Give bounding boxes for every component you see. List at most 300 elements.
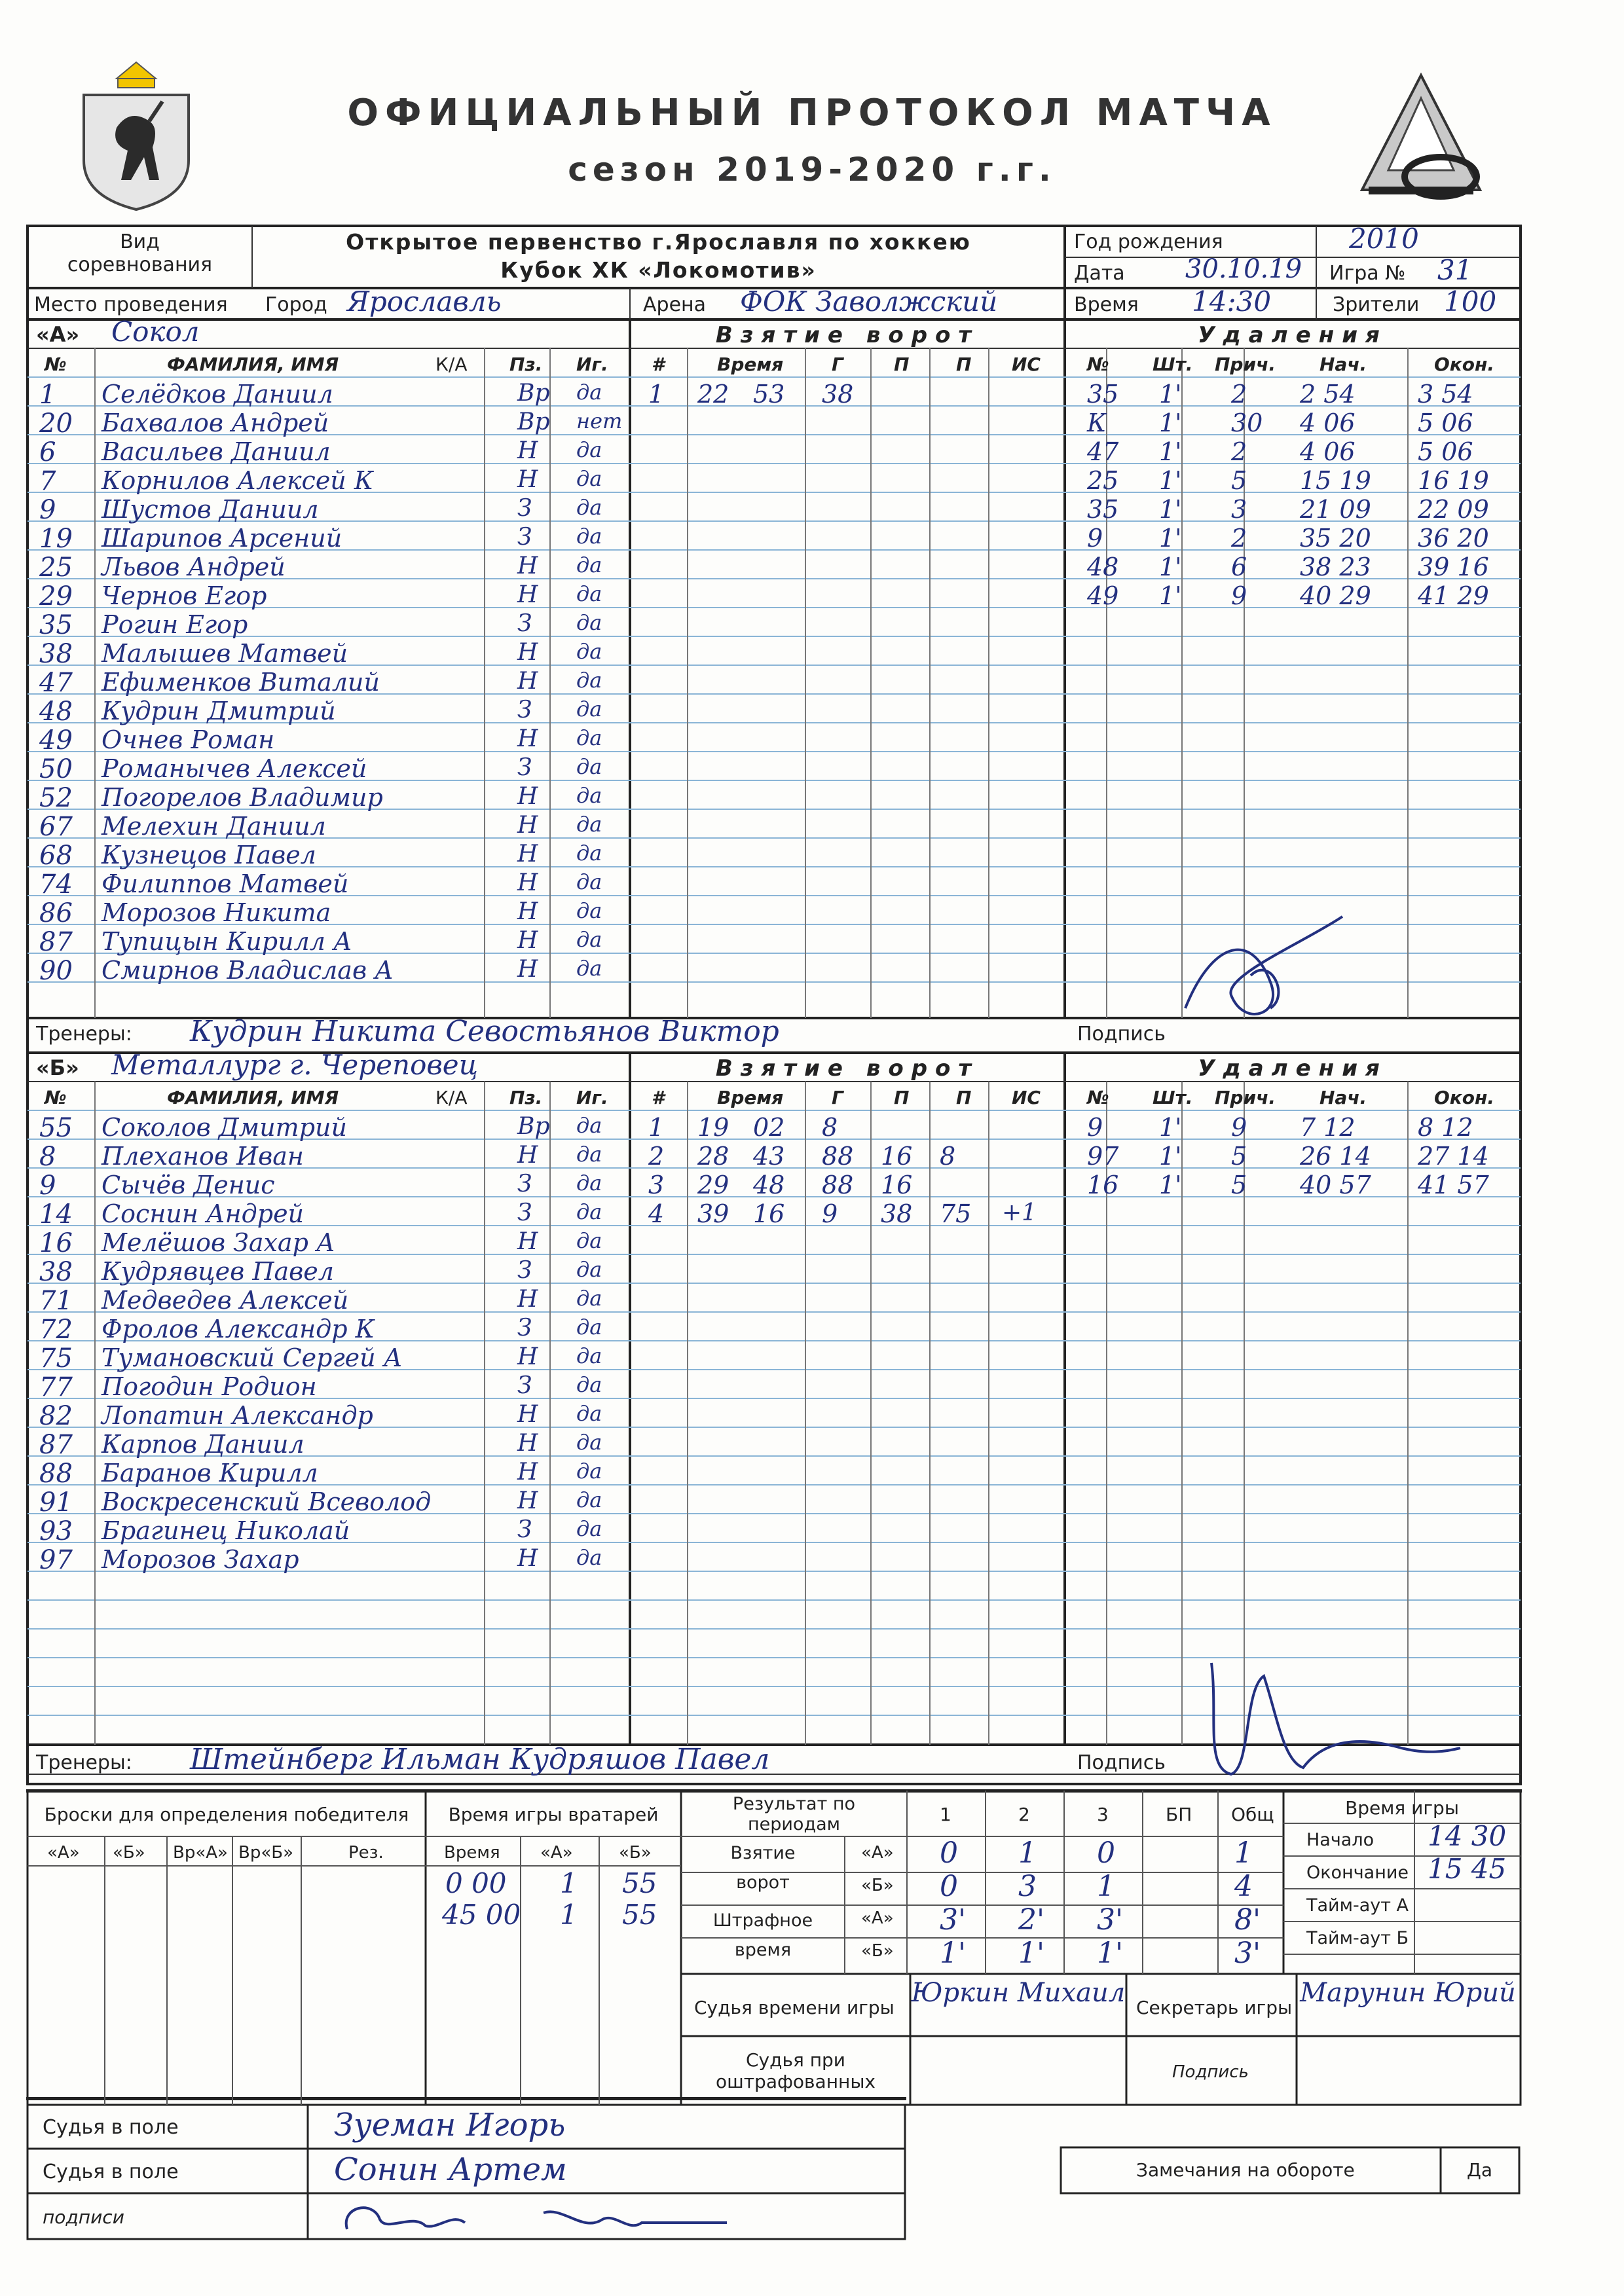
player-name: Тупицын Кирилл А <box>101 927 352 956</box>
game-number-value: 31 <box>1437 254 1473 286</box>
player-number: 75 <box>39 1343 73 1374</box>
player-plays: да <box>576 553 602 577</box>
player-plays: да <box>576 495 602 520</box>
result-pen_a-1: 2' <box>1018 1903 1045 1937</box>
penalty-end: 27 14 <box>1418 1142 1489 1171</box>
penalty-reason: 9 <box>1231 1113 1247 1142</box>
city-value: Ярославль <box>347 285 502 318</box>
player-position: Н <box>517 927 538 954</box>
timeout-b-label: Тайм-аут Б <box>1306 1928 1409 1948</box>
penalty-reason: 2 <box>1231 380 1247 409</box>
player-name: Шарипов Арсений <box>101 524 342 553</box>
penalty-reason: 9 <box>1231 581 1247 610</box>
player-number: 14 <box>39 1199 73 1230</box>
goalie-time-rows: 0 00 1 55 45 00 1 55 <box>442 1867 657 1931</box>
team-a-signature-icon <box>1172 903 1356 1034</box>
player-plays: да <box>576 639 602 664</box>
player-number: 91 <box>39 1487 73 1518</box>
goal-scorer: 38 <box>822 380 854 409</box>
player-plays: да <box>576 668 602 693</box>
penalty-minutes: 1' <box>1159 380 1182 409</box>
penalty-reason: 3 <box>1231 495 1247 524</box>
referee-2-name: Сонин Артем <box>334 2151 567 2188</box>
time-value: 14:30 <box>1192 285 1272 318</box>
goal-situation: +1 <box>1002 1199 1037 1226</box>
player-plays: да <box>576 1401 602 1426</box>
goal-assist-1: 16 <box>881 1171 913 1199</box>
results-title: Результат по периодам <box>732 1794 856 1834</box>
player-number: 25 <box>39 553 73 583</box>
player-name: Погодин Родион <box>101 1372 317 1401</box>
player-position: Н <box>517 437 538 464</box>
player-name: Карпов Даниил <box>101 1430 304 1459</box>
player-number: 67 <box>39 812 73 842</box>
player-number: 88 <box>39 1459 73 1489</box>
goal-second: 48 <box>753 1171 785 1199</box>
penalty-player: К <box>1087 409 1107 437</box>
penalty-judge-signature-label: Подпись <box>1172 2062 1249 2082</box>
results-values <box>907 1836 1283 1974</box>
team-a-column-headers: № ФАМИЛИЯ, ИМЯ К/А Пз. Иг. # Время Г П П ИС № Шт. Прич. Нач. Окон. <box>45 354 1495 375</box>
player-position: З <box>517 754 532 781</box>
result-pen_a-2: 3' <box>1097 1903 1124 1937</box>
player-position: З <box>517 1199 532 1226</box>
player-plays: да <box>576 1372 602 1397</box>
player-number: 86 <box>39 898 73 928</box>
player-number: 74 <box>39 869 73 900</box>
player-position: Н <box>517 956 538 983</box>
player-name: Кудрин Дмитрий <box>101 697 336 725</box>
player-number: 48 <box>39 697 73 727</box>
game-start-value: 14 30 <box>1428 1820 1507 1852</box>
player-name: Мелехин Даниил <box>101 812 326 841</box>
player-name: Чернов Егор <box>101 581 267 610</box>
penalty-reason: 30 <box>1231 409 1263 437</box>
penalty-start: 26 14 <box>1300 1142 1371 1171</box>
player-position: З <box>517 1257 532 1284</box>
player-plays: да <box>576 524 602 549</box>
penalty-player: 97 <box>1087 1142 1119 1171</box>
player-position: З <box>517 697 532 723</box>
team-a-goals-title: Взятие ворот <box>715 322 980 348</box>
player-plays: да <box>576 841 602 866</box>
goal-minute: 19 <box>697 1113 729 1142</box>
player-plays: да <box>576 610 602 635</box>
penalty-end: 5 06 <box>1418 437 1473 466</box>
goal-number: 1 <box>648 1113 665 1142</box>
penalty-player: 47 <box>1087 437 1119 466</box>
player-name: Воскресенский Всеволод <box>101 1487 432 1516</box>
player-position: Вр <box>517 380 550 407</box>
player-plays: да <box>576 1199 602 1224</box>
player-position: Н <box>517 1228 538 1255</box>
player-name: Брагинец Николай <box>101 1516 350 1545</box>
penalty-minutes: 1' <box>1159 495 1182 524</box>
goal-second: 43 <box>753 1142 785 1171</box>
penalty-minutes: 1' <box>1159 437 1182 466</box>
player-plays: да <box>576 783 602 808</box>
player-name: Кузнецов Павел <box>101 841 316 869</box>
result-pen_b-1: 1' <box>1018 1937 1045 1970</box>
player-position: Н <box>517 1487 538 1514</box>
player-plays: да <box>576 1459 602 1484</box>
player-plays: да <box>576 1286 602 1311</box>
player-plays: нет <box>576 409 623 433</box>
team-a-signature-label: Подпись <box>1077 1023 1166 1046</box>
goal-scorer: 9 <box>822 1199 838 1228</box>
player-number: 47 <box>39 668 73 698</box>
player-position: Н <box>517 553 538 579</box>
penalty-minutes: 1' <box>1159 409 1182 437</box>
time-label: Время <box>1074 293 1139 316</box>
penalty-minutes: 1' <box>1159 1113 1182 1142</box>
goal-second: 53 <box>753 380 785 409</box>
player-number: 19 <box>39 524 73 554</box>
player-name: Корнилов Алексей К <box>101 466 374 495</box>
goal-assist-1: 38 <box>881 1199 913 1228</box>
player-number: 97 <box>39 1545 73 1575</box>
secretary-label: Секретарь игры <box>1136 1997 1293 2018</box>
spectators-label: Зрители <box>1333 293 1420 316</box>
penalty-minutes: 1' <box>1159 553 1182 581</box>
player-plays: да <box>576 1516 602 1541</box>
birth-year-label: Год рождения <box>1074 230 1223 253</box>
penalty-start: 4 06 <box>1300 437 1356 466</box>
goal-scorer: 88 <box>822 1142 854 1171</box>
penalty-start: 35 20 <box>1300 524 1371 553</box>
player-position: З <box>517 1516 532 1543</box>
team-b-column-headers: № ФАМИЛИЯ, ИМЯ К/А Пз. Иг. # Время Г П П ИС № Шт. Прич. Нач. Окон. <box>45 1087 1495 1108</box>
player-position: Н <box>517 841 538 867</box>
player-name: Сычёв Денис <box>101 1171 275 1199</box>
shootout-columns: «А» «Б» Вр«А» Вр«Б» Рез. <box>47 1843 384 1863</box>
penalty-end: 39 16 <box>1418 553 1489 581</box>
arena-label: Арена <box>643 293 707 316</box>
goal-number: 4 <box>648 1199 665 1228</box>
player-name: Мелёшов Захар А <box>101 1228 335 1257</box>
player-name: Очнев Роман <box>101 725 275 754</box>
penalty-minutes: 1' <box>1159 524 1182 553</box>
penalty-player: 48 <box>1087 553 1119 581</box>
penalty-start: 21 09 <box>1300 495 1371 524</box>
player-plays: да <box>576 754 602 779</box>
secretary-name: Марунин Юрий <box>1300 1978 1516 2008</box>
player-plays: да <box>576 1171 602 1195</box>
goal-assist-2: 8 <box>940 1142 956 1171</box>
player-name: Баранов Кирилл <box>101 1459 318 1487</box>
result-goals_b-2: 1 <box>1097 1870 1115 1903</box>
player-position: Н <box>517 668 538 695</box>
player-number: 35 <box>39 610 73 640</box>
referee-signatures-icon <box>334 2193 740 2246</box>
player-position: Н <box>517 639 538 666</box>
player-position: З <box>517 495 532 522</box>
player-position: Н <box>517 1545 538 1572</box>
competition-name: Открытое первенство г.Ярославля по хоккею Кубок ХК «Локомотив» <box>346 229 971 283</box>
player-plays: да <box>576 1142 602 1167</box>
player-number: 87 <box>39 1430 73 1460</box>
player-plays: да <box>576 697 602 721</box>
penalty-end: 3 54 <box>1418 380 1473 409</box>
penalty-minutes: 1' <box>1159 581 1182 610</box>
player-name: Кудрявцев Павел <box>101 1257 334 1286</box>
player-position: Н <box>517 812 538 839</box>
player-name: Филиппов Матвей <box>101 869 349 898</box>
player-number: 72 <box>39 1315 73 1345</box>
player-name: Рогин Егор <box>101 610 248 639</box>
penalty-start: 7 12 <box>1300 1113 1356 1142</box>
penalty-end: 16 19 <box>1418 466 1489 495</box>
game-end-label: Окончание <box>1306 1863 1409 1883</box>
date-value: 30.10.19 <box>1185 254 1302 284</box>
result-goals_a-1: 1 <box>1018 1836 1037 1870</box>
player-number: 71 <box>39 1286 73 1316</box>
player-name: Тумановский Сергей А <box>101 1343 403 1372</box>
penalty-reason: 5 <box>1231 466 1247 495</box>
goal-scorer: 88 <box>822 1171 854 1199</box>
remarks-value: Да <box>1467 2159 1493 2181</box>
penalty-start: 4 06 <box>1300 409 1356 437</box>
team-b-signature-label: Подпись <box>1077 1751 1166 1774</box>
game-start-label: Начало <box>1306 1830 1375 1850</box>
penalty-judge-label: Судья при оштрафованных <box>715 2049 876 2092</box>
penalty-minutes: 1' <box>1159 466 1182 495</box>
results-columns: 1 2 3 БП Общ <box>940 1804 1274 1825</box>
player-number: 7 <box>39 466 56 496</box>
goal-assist-1: 16 <box>881 1142 913 1171</box>
player-position: З <box>517 1171 532 1197</box>
player-position: Н <box>517 725 538 752</box>
penalty-player: 9 <box>1087 524 1103 553</box>
player-plays: да <box>576 869 602 894</box>
player-position: Вр <box>517 409 550 435</box>
birth-year-value: 2010 <box>1349 223 1419 255</box>
player-number: 8 <box>39 1142 56 1172</box>
penalty-reason: 5 <box>1231 1142 1247 1171</box>
player-number: 50 <box>39 754 73 784</box>
result-goals_a-0: 0 <box>940 1836 958 1870</box>
player-plays: да <box>576 1257 602 1282</box>
player-number: 38 <box>39 639 73 669</box>
date-label: Дата <box>1074 262 1125 285</box>
penalty-start: 40 57 <box>1300 1171 1371 1199</box>
penalty-start: 15 19 <box>1300 466 1371 495</box>
player-plays: да <box>576 956 602 981</box>
penalty-end: 41 57 <box>1418 1171 1489 1199</box>
player-plays: да <box>576 1487 602 1512</box>
results-goals-label: Взятие ворот <box>730 1843 796 1893</box>
player-plays: да <box>576 1343 602 1368</box>
penalty-end: 5 06 <box>1418 409 1473 437</box>
player-position: Н <box>517 1343 538 1370</box>
timeout-a-label: Тайм-аут А <box>1306 1895 1409 1916</box>
page-title: ОФИЦИАЛЬНЫЙ ПРОТОКОЛ МАТЧА <box>347 92 1277 134</box>
team-b-goals-title: Взятие ворот <box>715 1055 980 1082</box>
player-position: З <box>517 610 532 637</box>
player-position: З <box>517 1315 532 1341</box>
team-a-penalties-title: Удаления <box>1198 322 1388 348</box>
goalie-time-columns: Время «А» «Б» <box>444 1843 652 1863</box>
player-name: Плеханов Иван <box>101 1142 304 1171</box>
player-name: Львов Андрей <box>101 553 286 581</box>
results-team-labels: «А» «Б» «А» «Б» <box>861 1843 894 1961</box>
player-number: 55 <box>39 1113 73 1143</box>
remarks-label: Замечания на обороте <box>1136 2159 1355 2181</box>
player-name: Романычев Алексей <box>101 754 367 783</box>
player-position: Н <box>517 898 538 925</box>
player-plays: да <box>576 1545 602 1570</box>
goalie-time-title: Время игры вратарей <box>448 1804 659 1825</box>
player-name: Васильев Даниил <box>101 437 331 466</box>
season-subtitle: сезон 2019-2020 г.г. <box>568 151 1056 189</box>
penalty-end: 8 12 <box>1418 1113 1473 1142</box>
spectators-value: 100 <box>1444 285 1497 318</box>
penalty-start: 38 23 <box>1300 553 1371 581</box>
team-b-signature-icon <box>1192 1637 1467 1787</box>
player-plays: да <box>576 466 602 491</box>
penalty-player: 35 <box>1087 380 1119 409</box>
player-plays: да <box>576 898 602 923</box>
goal-number: 1 <box>648 380 665 409</box>
player-number: 1 <box>39 380 56 410</box>
result-pen_b-4: 3' <box>1234 1937 1261 1970</box>
player-position: Н <box>517 466 538 493</box>
player-number: 87 <box>39 927 73 957</box>
player-name: Погорелов Владимир <box>101 783 383 812</box>
player-plays: да <box>576 437 602 462</box>
player-name: Фролов Александр К <box>101 1315 375 1343</box>
player-number: 49 <box>39 725 73 756</box>
penalty-player: 9 <box>1087 1113 1103 1142</box>
penalty-player: 25 <box>1087 466 1119 495</box>
penalty-start: 2 54 <box>1300 380 1356 409</box>
referee-1-label: Судья в поле <box>43 2116 179 2139</box>
player-number: 29 <box>39 581 73 611</box>
result-goals_b-1: 3 <box>1018 1870 1037 1903</box>
player-name: Морозов Захар <box>101 1545 299 1574</box>
goal-minute: 22 <box>697 380 729 409</box>
penalty-minutes: 1' <box>1159 1142 1182 1171</box>
result-pen_b-0: 1' <box>940 1937 967 1970</box>
game-number-label: Игра № <box>1329 262 1406 285</box>
player-number: 16 <box>39 1228 73 1258</box>
player-position: Н <box>517 1459 538 1485</box>
player-position: З <box>517 524 532 551</box>
goal-minute: 28 <box>697 1142 729 1171</box>
result-goals_b-0: 0 <box>940 1870 958 1903</box>
player-name: Смирнов Владислав А <box>101 956 394 985</box>
result-pen_b-2: 1' <box>1097 1937 1124 1970</box>
penalty-player: 35 <box>1087 495 1119 524</box>
goal-number: 3 <box>648 1171 665 1199</box>
penalty-reason: 2 <box>1231 524 1247 553</box>
team-b-label: «Б» <box>36 1055 79 1080</box>
player-position: Н <box>517 783 538 810</box>
arena-value: ФОК Заволжский <box>740 285 998 318</box>
goal-number: 2 <box>648 1142 665 1171</box>
penalty-player: 16 <box>1087 1171 1119 1199</box>
referee-1-name: Зуеман Игорь <box>334 2107 566 2143</box>
player-name: Соколов Дмитрий <box>101 1113 347 1142</box>
player-plays: да <box>576 1315 602 1339</box>
player-number: 77 <box>39 1372 73 1402</box>
goal-second: 02 <box>753 1113 785 1142</box>
goal-minute: 29 <box>697 1171 729 1199</box>
player-number: 38 <box>39 1257 73 1287</box>
player-number: 9 <box>39 1171 56 1201</box>
team-a-name: Сокол <box>111 316 200 348</box>
player-plays: да <box>576 380 602 405</box>
player-position: Н <box>517 1142 538 1169</box>
player-number: 6 <box>39 437 56 467</box>
timekeeper-label: Судья времени игры <box>694 1997 895 2018</box>
city-label: Город <box>265 293 327 316</box>
result-goals_b-4: 4 <box>1234 1870 1253 1903</box>
competition-type-label: Вид соревнования <box>67 230 213 276</box>
goal-assist-2: 75 <box>940 1199 972 1228</box>
player-name: Лопатин Александр <box>101 1401 373 1430</box>
team-b-name: Металлург г. Череповец <box>111 1049 478 1081</box>
player-position: Н <box>517 581 538 608</box>
player-name: Ефименков Виталий <box>101 668 380 697</box>
player-number: 9 <box>39 495 56 525</box>
penalty-reason: 5 <box>1231 1171 1247 1199</box>
result-goals_a-4: 1 <box>1234 1836 1253 1870</box>
player-number: 93 <box>39 1516 73 1546</box>
player-number: 20 <box>39 409 73 439</box>
player-position: Н <box>517 1401 538 1428</box>
player-plays: да <box>576 1430 602 1455</box>
player-position: Вр <box>517 1113 550 1140</box>
player-name: Малышев Матвей <box>101 639 348 668</box>
penalty-reason: 2 <box>1231 437 1247 466</box>
player-name: Соснин Андрей <box>101 1199 304 1228</box>
result-pen_a-4: 8' <box>1234 1903 1261 1937</box>
result-pen_a-0: 3' <box>940 1903 967 1937</box>
signatures-label: подписи <box>43 2206 124 2228</box>
player-name: Селёдков Даниил <box>101 380 333 409</box>
player-plays: да <box>576 927 602 952</box>
goal-scorer: 8 <box>822 1113 838 1142</box>
goal-minute: 39 <box>697 1199 729 1228</box>
player-name: Шустов Даниил <box>101 495 319 524</box>
player-name: Медведев Алексей <box>101 1286 349 1315</box>
game-time-title: Время игры <box>1345 1797 1459 1819</box>
penalty-end: 22 09 <box>1418 495 1489 524</box>
player-position: Н <box>517 1286 538 1313</box>
game-end-value: 15 45 <box>1428 1853 1507 1885</box>
player-plays: да <box>576 581 602 606</box>
penalty-start: 40 29 <box>1300 581 1371 610</box>
player-position: Н <box>517 869 538 896</box>
shootout-title: Броски для определения победителя <box>44 1804 409 1825</box>
player-position: З <box>517 1372 532 1399</box>
team-b-penalties-title: Удаления <box>1198 1055 1388 1082</box>
player-number: 90 <box>39 956 73 986</box>
player-number: 82 <box>39 1401 73 1431</box>
team-a-coaches: Кудрин Никита Севостьянов Виктор <box>190 1015 779 1048</box>
player-plays: да <box>576 725 602 750</box>
results-penalty-label: Штрафное время <box>712 1910 813 1960</box>
player-name: Бахвалов Андрей <box>101 409 329 437</box>
team-b-coaches: Штейнберг Ильман Кудряшов Павел <box>190 1743 770 1776</box>
goal-second: 16 <box>753 1199 785 1228</box>
penalty-minutes: 1' <box>1159 1171 1182 1199</box>
penalty-player: 49 <box>1087 581 1119 610</box>
penalty-end: 36 20 <box>1418 524 1489 553</box>
player-name: Морозов Никита <box>101 898 331 927</box>
referee-2-label: Судья в поле <box>43 2160 179 2183</box>
